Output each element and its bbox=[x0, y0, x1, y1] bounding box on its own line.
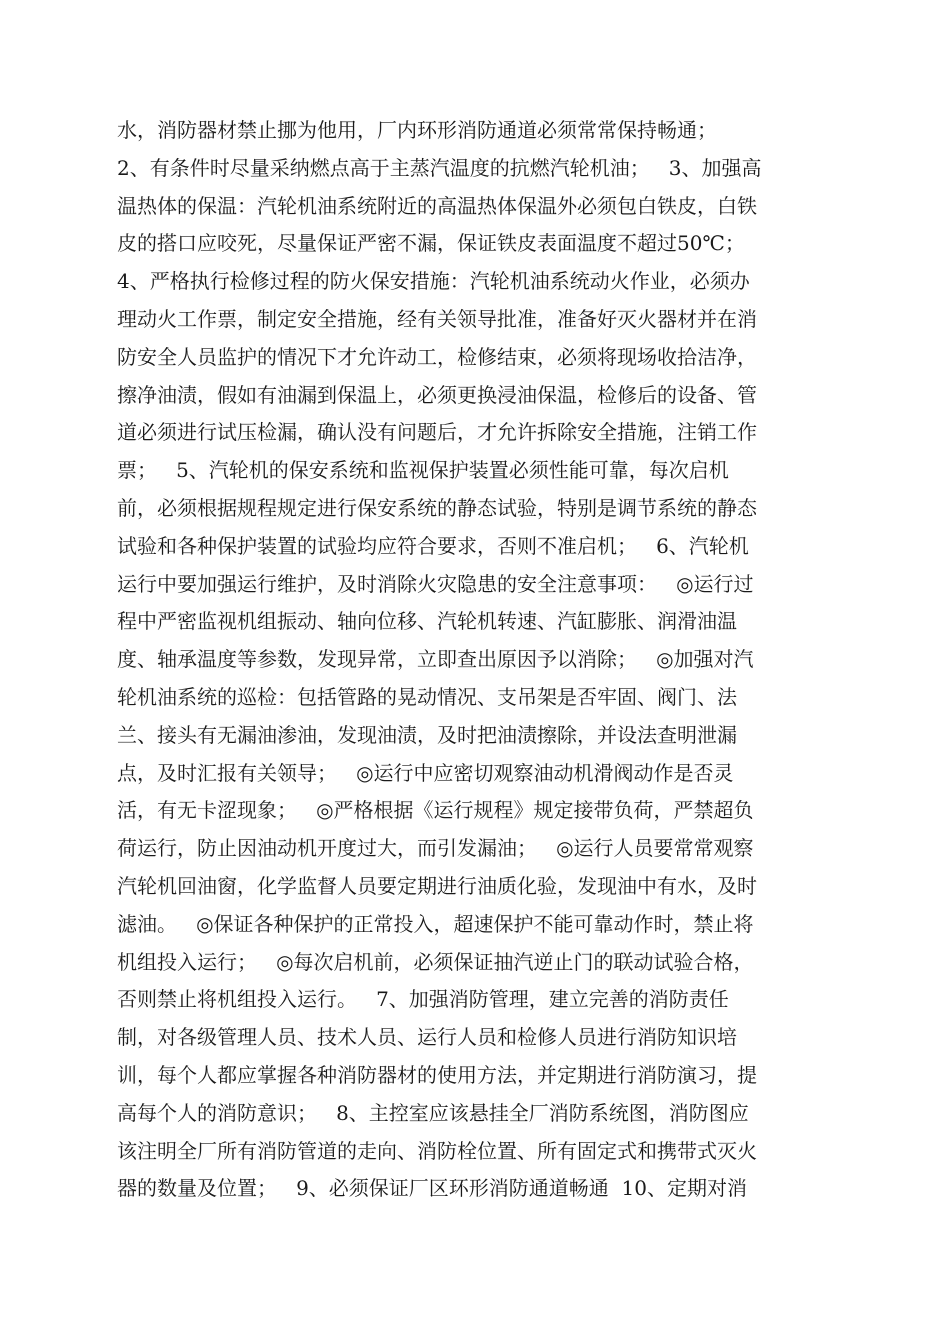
text-line: 活，有无卡涩现象； ◎严格根据《运行规程》规定接带负荷，严禁超负 bbox=[117, 798, 754, 823]
text-line: 票； 5、汽轮机的保安系统和监视保护装置必须性能可靠，每次启机 bbox=[117, 458, 729, 483]
text-line: 器的数量及位置； 9、必须保证厂区环形消防通道畅通 10、定期对消 bbox=[117, 1176, 747, 1201]
text-line: 程中严密监视机组振动、轴向位移、汽轮机转速、汽缸膨胀、润滑油温 bbox=[117, 609, 737, 634]
text-line: 训，每个人都应掌握各种消防器材的使用方法，并定期进行消防演习，提 bbox=[117, 1062, 757, 1087]
text-line: 水，消防器材禁止挪为他用，厂内环形消防通道必须常常保持畅通； bbox=[117, 118, 717, 142]
text-line: 滤油。 ◎保证各种保护的正常投入，超速保护不能可靠动作时，禁止将 bbox=[117, 911, 754, 936]
text-line: 4、严格执行检修过程的防火保安措施：汽轮机油系统动火作业，必须办 bbox=[117, 269, 750, 294]
text-line: 擦净油渍，假如有油漏到保温上，必须更换浸油保温，检修后的设备、管 bbox=[117, 382, 757, 407]
text-line: 高每个人的消防意识； 8、主控室应该悬挂全厂消防系统图，消防图应 bbox=[117, 1100, 749, 1125]
text-line: 汽轮机回油窗，化学监督人员要定期进行油质化验，发现油中有水，及时 bbox=[117, 873, 757, 898]
text-line: 前，必须根据规程规定进行保安系统的静态试验，特别是调节系统的静态 bbox=[117, 495, 757, 520]
text-line: 理动火工作票，制定安全措施，经有关领导批准，准备好灭火器材并在消 bbox=[117, 306, 757, 331]
text-line: 制，对各级管理人员、技术人员、运行人员和检修人员进行消防知识培 bbox=[117, 1025, 737, 1050]
text-line: 试验和各种保护装置的试验均应符合要求，否则不准启机； 6、汽轮机 bbox=[117, 533, 749, 558]
text-line: 皮的搭口应咬死，尽量保证严密不漏，保证铁皮表面温度不超过50℃； bbox=[117, 231, 745, 256]
text-line: 防安全人员监护的情况下才允许动工，检修结束，必须将现场收拾洁净， bbox=[117, 344, 757, 369]
text-line: 该注明全厂所有消防管道的走向、消防栓位置、所有固定式和携带式灭火 bbox=[117, 1138, 757, 1163]
text-line: 荷运行，防止因油动机开度过大，而引发漏油； ◎运行人员要常常观察 bbox=[117, 836, 754, 861]
text-line: 2、有条件时尽量采纳燃点高于主蒸汽温度的抗燃汽轮机油； 3、加强高 bbox=[117, 155, 762, 180]
text-line: 度、轴承温度等参数，发现异常，立即查出原因予以消除； ◎加强对汽 bbox=[117, 647, 754, 672]
text-line: 轮机油系统的巡检：包括管路的晃动情况、支吊架是否牢固、阀门、法 bbox=[117, 684, 737, 709]
text-line: 道必须进行试压检漏，确认没有问题后，才允许拆除安全措施，注销工作 bbox=[117, 420, 757, 445]
text-line: 点，及时汇报有关领导； ◎运行中应密切观察油动机滑阀动作是否灵 bbox=[117, 760, 734, 785]
text-line: 否则禁止将机组投入运行。 7、加强消防管理，建立完善的消防责任 bbox=[117, 987, 729, 1012]
text-line: 运行中要加强运行维护，及时消除火灾隐患的安全注意事项： ◎运行过 bbox=[117, 571, 754, 596]
text-line: 兰、接头有无漏油渗油，发现油渍，及时把油渍擦除，并设法查明泄漏 bbox=[117, 722, 737, 747]
body-text bbox=[117, 112, 837, 1208]
text-line: 机组投入运行； ◎每次启机前，必须保证抽汽逆止门的联动试验合格， bbox=[117, 949, 754, 974]
text-line: 温热体的保温：汽轮机油系统附近的高温热体保温外必须包白铁皮，白铁 bbox=[117, 193, 757, 218]
